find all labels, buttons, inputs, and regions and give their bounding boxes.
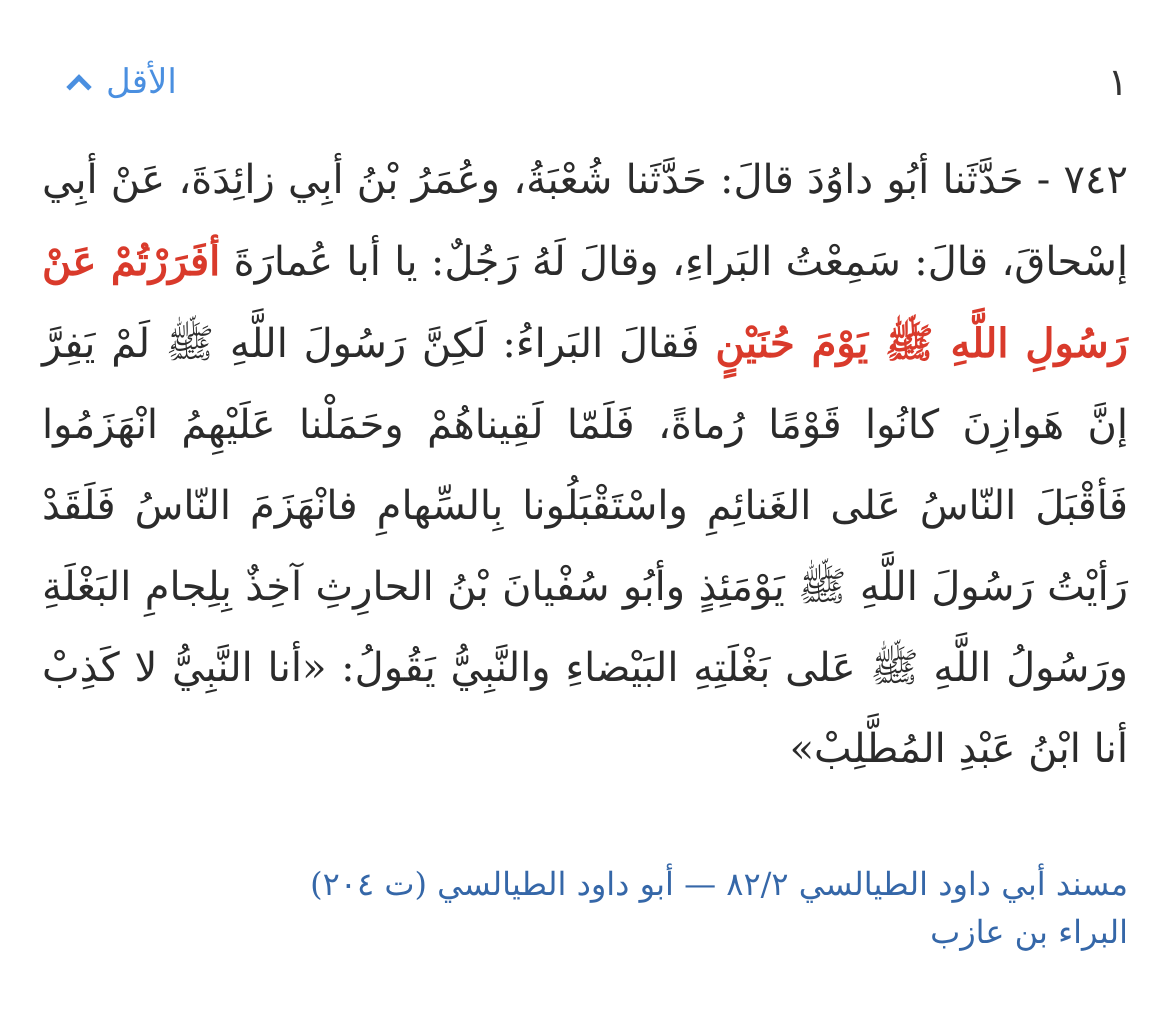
collapse-toggle[interactable]: [70, 62, 177, 102]
collapse-label: الأقل: [106, 62, 177, 102]
narrator-link[interactable]: البراء بن عازب: [930, 913, 1128, 951]
chevron-up-icon: [66, 74, 91, 99]
highlighted-phrase: أفَرَرْتُمْ عَنْ رَسُولِ اللَّهِ ﷺ يَوْمَ حُنَيْنٍ: [42, 238, 1128, 367]
hadith-index: ١: [1107, 60, 1128, 104]
hadith-text: [42, 140, 1128, 790]
hadith-text-part: ٧٤٢ - حَدَّثَنا أبُو داوُدَ قالَ: حَدَّثَنا شُعْبَةُ، وعُمَرُ بْنُ أبِي زائِدَةَ، عَنْ أبِي إسْحاقَ، قالَ: سَمِعْتُ البَراءِ، وقالَ لَهُ رَجُلٌ: يا أبا عُمارَةَ: [42, 157, 1129, 285]
source-reference: [42, 860, 1128, 956]
header-bar: [70, 52, 1128, 112]
hadith-text-part: فَقالَ البَراءُ: لَكِنَّ رَسُولَ اللَّهِ ﷺ لَمْ يَفِرَّ إنَّ هَوازِنَ كانُوا قَوْمًا رُماةً، فَلَمّا لَقِيناهُمْ وحَمَلْنا عَلَيْهِمُ انْهَزَمُوا فَأقْبَلَ النّاسُ عَلى الغَنائِمِ واسْتَقْبَلُونا بِالسِّهامِ فانْهَزَمَ النّاسُ فَلَقَدْ رَأيْتُ رَسُولَ اللَّهِ ﷺ يَوْمَئِذٍ وأبُو سُفْيانَ بْنُ الحارِثِ آخِذٌ بِلِجامِ البَغْلَةِ ورَسُولُ اللَّهِ ﷺ عَلى بَغْلَتِهِ البَيْضاءِ والنَّبِيُّ يَقُولُ: «أنا النَّبِيُّ لا كَذِبْ أنا ابْنُ عَبْدِ المُطَّلِبْ»: [42, 321, 1129, 772]
source-book-link[interactable]: مسند أبي داود الطيالسي ٨٢/٢ — أبو داود الطيالسي (ت ٢٠٤): [310, 865, 1128, 903]
